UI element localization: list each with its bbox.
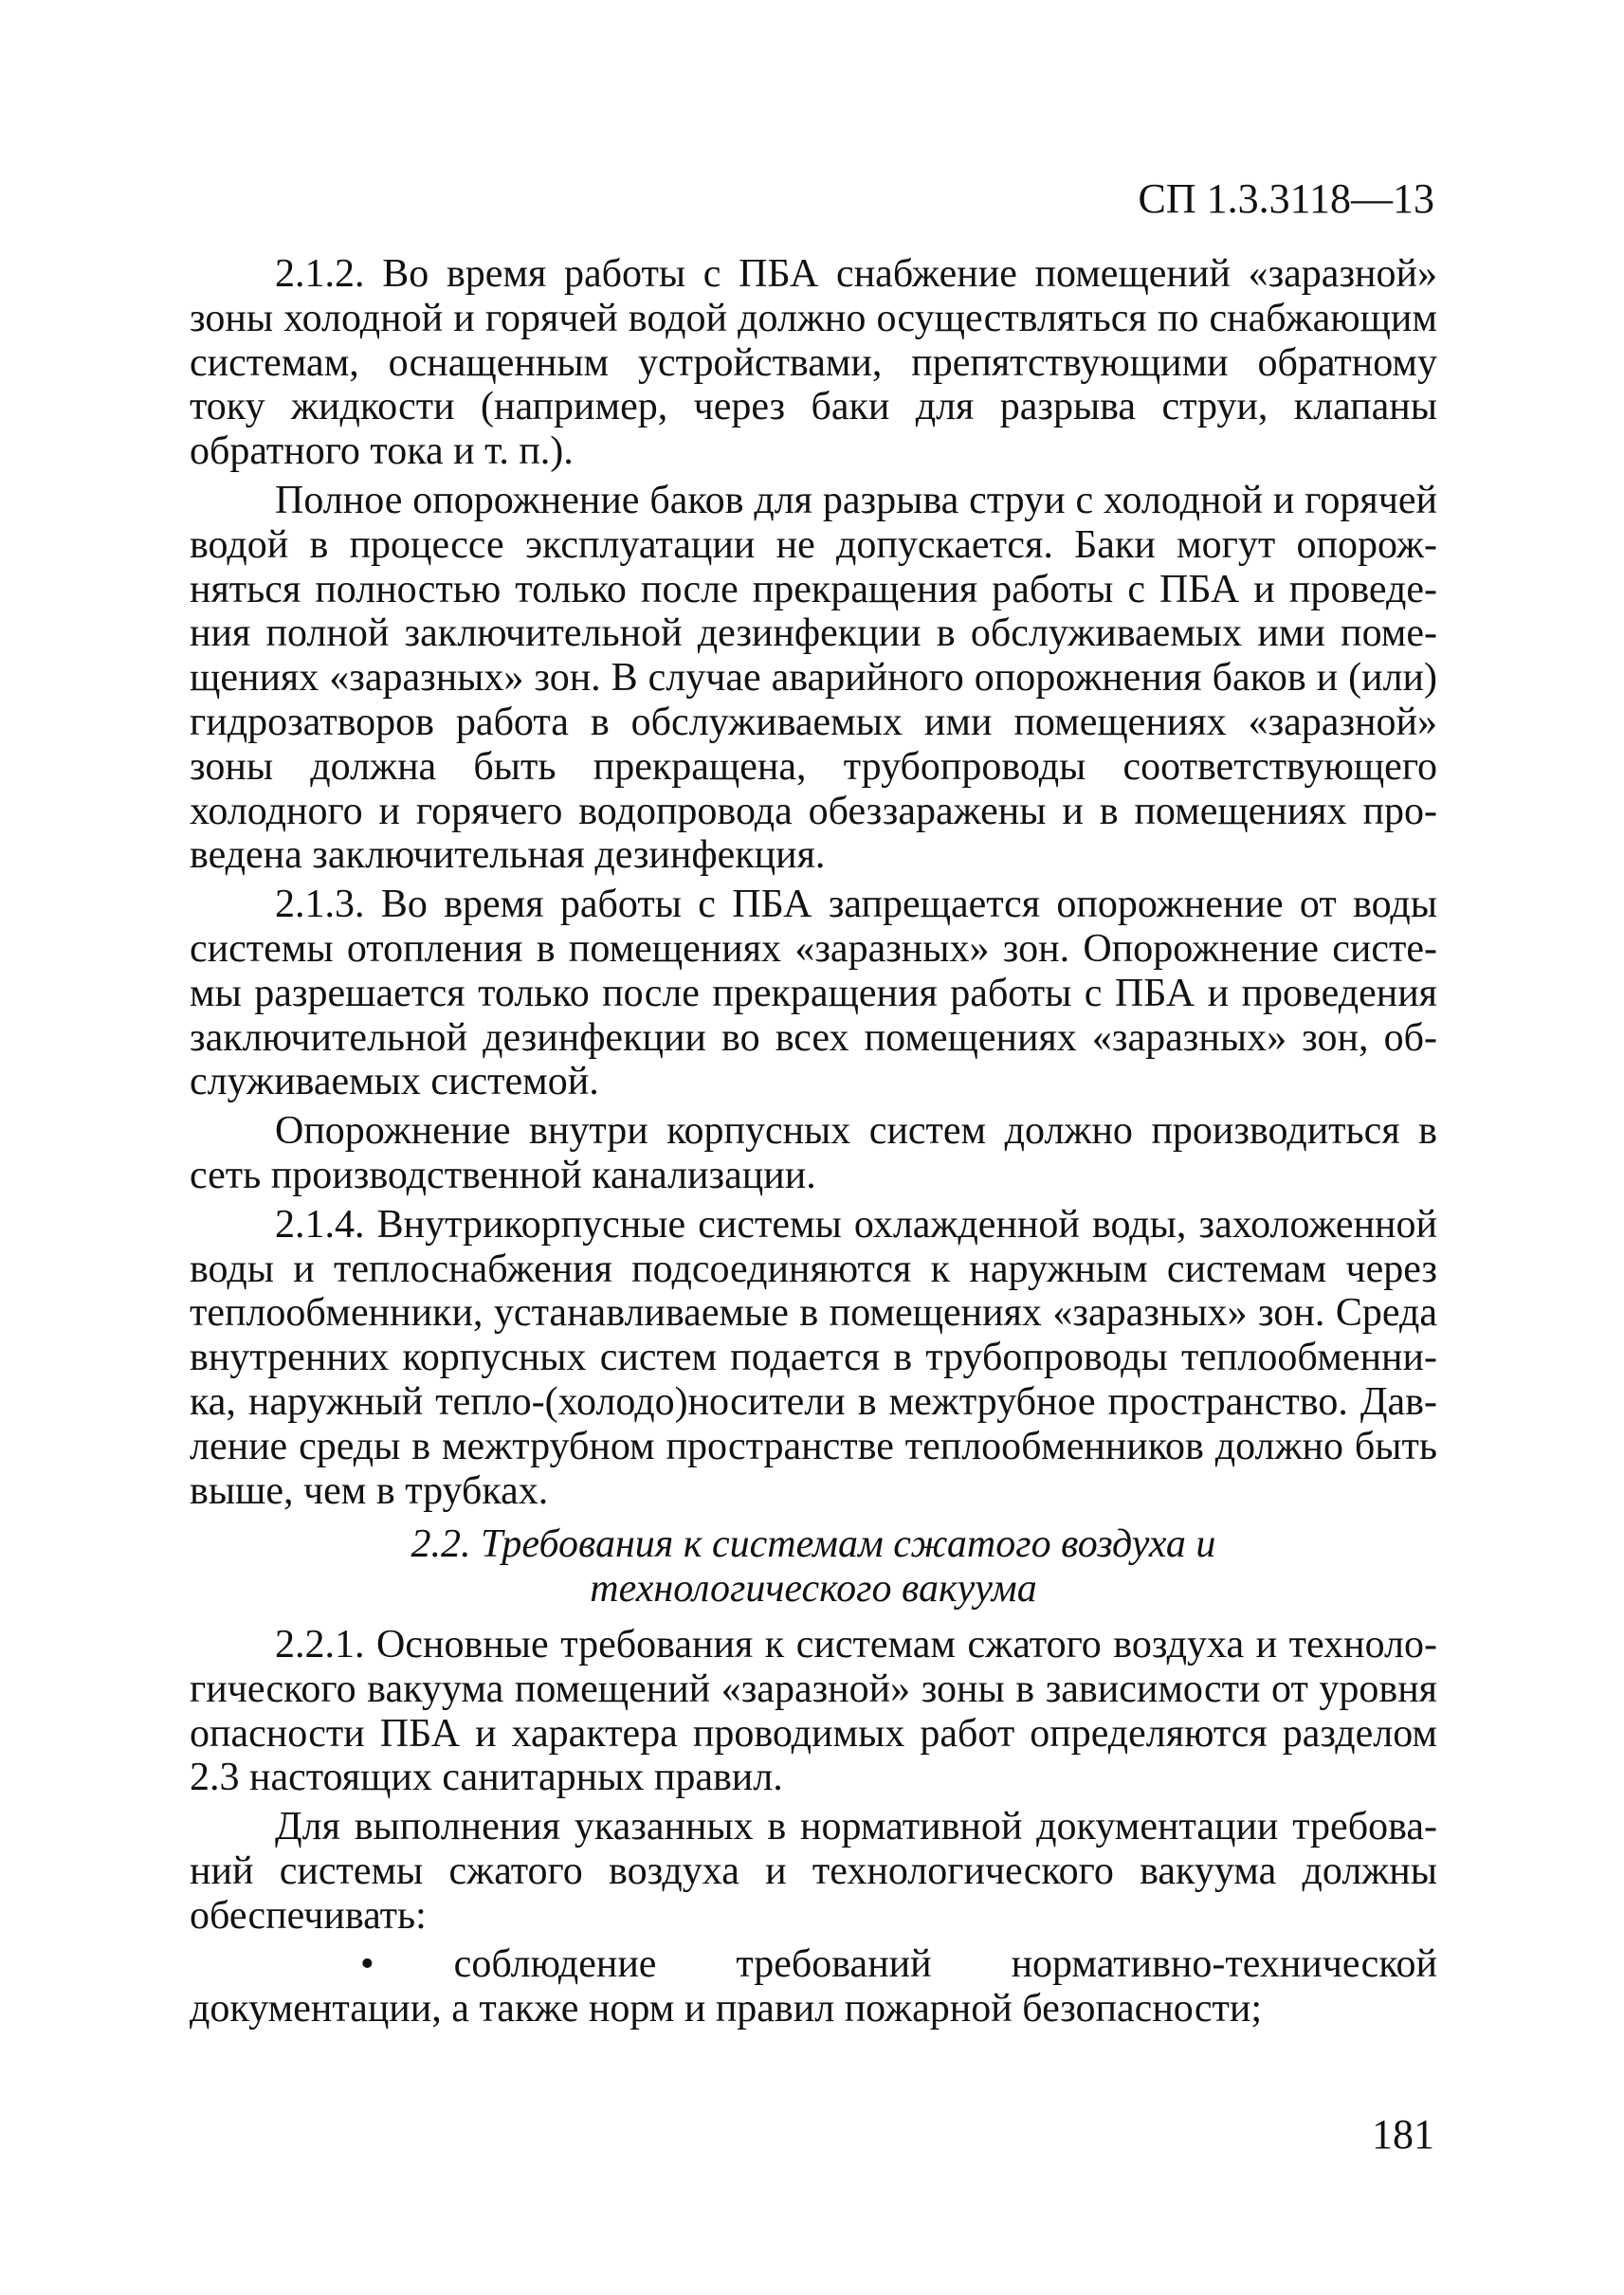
section-heading-2-2 bbox=[190, 1522, 1437, 1612]
bullet-item bbox=[190, 1942, 1437, 2031]
page-number: 181 bbox=[1372, 2111, 1434, 2158]
section-heading-line-1: 2.2. Требования к системам сжатого воздуха и bbox=[411, 1522, 1216, 1567]
paragraph-internal-drainage: Опорожнение внутри корпусных систем должно производиться в сеть производственной канализации. bbox=[190, 1109, 1437, 1197]
paragraph-tank-emptying: Полное опорожнение баков для разрыва струи с холодной и горячей водой в процессе эксплуатации не допускается. Баки могут опорожняться полностью только после прекращения работы с ПБА и проведения полной заключительной дезинфекции в обслуживаемых ими помещениях «заразных» зон. В случае аварийного опорожнения баков и (или) гидрозатворов работа в обслуживаемых ими помещениях «заразной» зоны должна быть прекращена, трубопроводы соответствующего холодного и горячего водопровода обеззаражены и в помещениях проведена заключительная дезинфекция. bbox=[190, 478, 1437, 878]
bullet-icon: • bbox=[360, 1942, 374, 1987]
paragraph-2-1-4: 2.1.4. Внутрикорпусные системы охлажденной воды, захоложенной воды и теплоснабжения подсоединяются к наружным системам через теплообменники, устанавливаемые в помещениях «заразных» зон. Среда внутренних корпусных систем подается в трубопроводы теплообменника, наружный тепло-(холодо)носители в межтрубное пространство. Давление среды в межтрубном пространстве теплообменников должно быть выше, чем в трубках. bbox=[190, 1202, 1437, 1513]
paragraph-requirements-intro: Для выполнения указанных в нормативной документации требований системы сжатого воздуха и технологического вакуума должны обеспечивать: bbox=[190, 1805, 1437, 1938]
document-code: СП 1.3.3118—13 bbox=[1138, 175, 1434, 222]
paragraph-2-1-3: 2.1.3. Во время работы с ПБА запрещается опорожнение от воды системы отопления в помещениях «заразных» зон. Опорожнение системы разрешается только после прекращения работы с ПБА и проведения заключительной дезинфекции во всех помещениях «заразных» зон, обслуживаемых системой. bbox=[190, 883, 1437, 1104]
paragraph-2-1-2: 2.1.2. Во время работы с ПБА снабжение помещений «заразной» зоны холодной и горячей водой должно осуществляться по снабжающим системам, оснащенным устройствами, препятствующими обратному току жидкости (например, через баки для разрыва струи, клапаны обратного тока и т. п.). bbox=[190, 252, 1437, 474]
paragraph-2-2-1: 2.2.1. Основные требования к системам сжатого воздуха и технологического вакуума помещений «заразной» зоны в зависимости от уровня опасности ПБА и характера проводимых работ определяются разделом 2.3 настоящих санитарных правил. bbox=[190, 1622, 1437, 1800]
bullet-text: соблюдение требований нормативно-технической документации, а также норм и правил пожарной безопасности; bbox=[190, 1942, 1437, 2031]
section-heading-line-2: технологического вакуума bbox=[590, 1567, 1037, 1612]
body-text bbox=[190, 252, 1437, 2031]
